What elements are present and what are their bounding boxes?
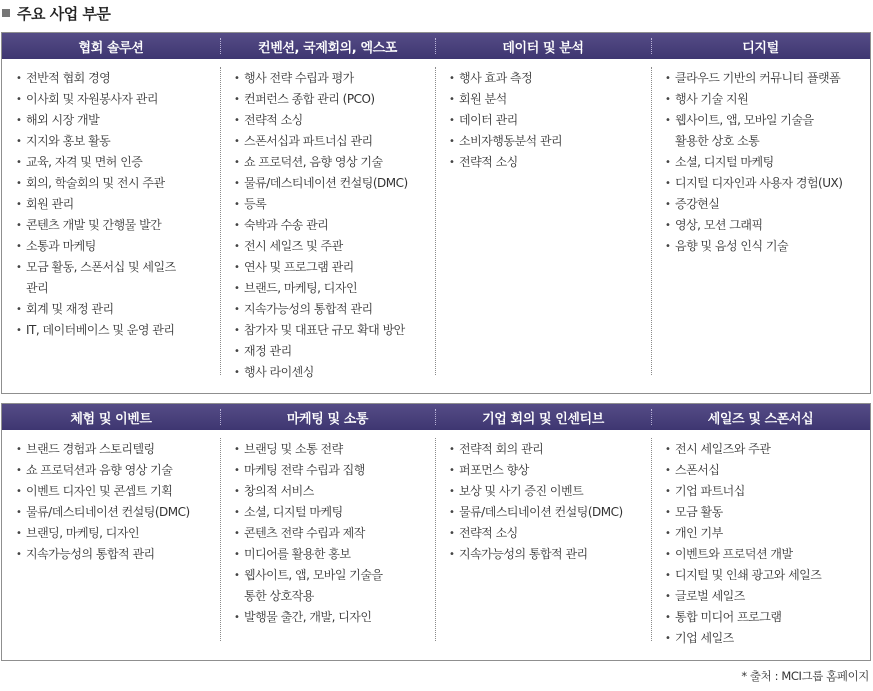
column-corporate-meetings-incentives [435,430,651,649]
header-data-analytics: 데이터 및 분석 [435,33,651,59]
panel-header-row [2,33,870,59]
list-item: • 모금 활동 [665,502,864,523]
list-item: • 콘텐츠 전략 수립과 제작 [234,523,429,544]
header-corporate-meetings-incentives: 기업 회의 및 인센티브 [435,404,651,430]
list-item: • 소비자행동분석 관리 [449,131,645,152]
list-item: • 행사 전략 수립과 평가 [234,68,429,89]
list-item [665,110,864,152]
list-item: • 전략적 소싱 [449,523,645,544]
list-item: • 영상, 모션 그래픽 [665,215,864,236]
list-item: • 물류/데스티네이션 컨설팅(DMC) [16,502,214,523]
list-item: • 디지털 디자인과 사용자 경험(UX) [665,173,864,194]
list-item: • 전략적 소싱 [449,152,645,173]
list-item: • 퍼포먼스 향상 [449,460,645,481]
list-item: • 물류/데스티네이션 컨설팅(DMC) [449,502,645,523]
list-item: • 재정 관리 [234,341,429,362]
list-item: • 숙박과 수송 관리 [234,215,429,236]
list-item: • 스폰서십과 파트너십 관리 [234,131,429,152]
panel-columns [2,430,870,649]
list-item: • 소셜, 디지털 마케팅 [665,152,864,173]
list-item: • 스폰서십 [665,460,864,481]
list-item-line: 활용한 상호 소통 [675,134,760,148]
list-item: • 컨퍼런스 종합 관리 (PCO) [234,89,429,110]
item-list [449,68,645,173]
panel-columns [2,59,870,383]
list-item: • 글로벌 세일즈 [665,586,864,607]
header-conventions: 컨벤션, 국제회의, 엑스포 [220,33,435,59]
list-item: • 기업 파트너십 [665,481,864,502]
source-note: * 출처 : MCI그룹 홈페이지 [741,669,869,683]
list-item [234,565,429,607]
list-item: • 소셜, 디지털 마케팅 [234,502,429,523]
item-list [16,68,214,341]
list-item: • 통합 미디어 프로그램 [665,607,864,628]
list-item-line: 통한 상호작용 [244,589,314,603]
column-data-analytics [435,59,651,383]
header-experience-events: 체험 및 이벤트 [70,411,152,427]
column-marketing-communication [220,430,435,649]
item-list [449,439,645,565]
list-item: • 물류/데스티네이션 컨설팅(DMC) [234,173,429,194]
list-item: • 회원 분석 [449,89,645,110]
item-list [665,439,864,649]
list-item: • 콘텐츠 개발 및 간행물 발간 [16,215,214,236]
list-item: • 보상 및 사기 증진 이벤트 [449,481,645,502]
section-title-text: 주요 사업 부문 [17,4,111,23]
list-item: • 창의적 서비스 [234,481,429,502]
list-item: • 지속가능성의 통합적 관리 [16,544,214,565]
list-item: • 소통과 마케팅 [16,236,214,257]
list-item: • 지지와 홍보 활동 [16,131,214,152]
list-item-line: • 웹사이트, 앱, 모바일 기술을 [675,113,814,127]
list-item: • 이벤트 디자인 및 콘셉트 기획 [16,481,214,502]
list-item: • 음향 및 음성 인식 기술 [665,236,864,257]
column-experience-events [2,430,220,649]
list-item-line: 관리 [26,281,49,295]
list-item: • 지속가능성의 통합적 관리 [234,299,429,320]
list-item: • 연사 및 프로그램 관리 [234,257,429,278]
list-item: • 데이터 관리 [449,110,645,131]
panel-header-row [2,404,870,430]
item-list [234,439,429,628]
list-item: • 디지털 및 인쇄 광고와 세일즈 [665,565,864,586]
list-item: • 브랜드, 마케팅, 디자인 [234,278,429,299]
column-sales-sponsorship [651,430,870,649]
header-marketing-communication: 마케팅 및 소통 [220,404,435,430]
list-item-line: • 웹사이트, 앱, 모바일 기술을 [244,568,383,582]
list-item: • 지속가능성의 통합적 관리 [449,544,645,565]
list-item: • 전반적 협회 경영 [16,68,214,89]
business-panel-top [1,32,871,394]
list-item: • 브랜딩, 마케팅, 디자인 [16,523,214,544]
list-item: • IT, 데이터베이스 및 운영 관리 [16,320,214,341]
list-item: • 행사 기술 지원 [665,89,864,110]
list-item: • 클라우드 기반의 커뮤니티 플랫폼 [665,68,864,89]
list-item: • 회계 및 재정 관리 [16,299,214,320]
business-panel-bottom [1,403,871,661]
list-item: • 쇼 프로덕션과 음향 영상 기술 [16,460,214,481]
list-item [16,257,214,299]
list-item: • 전략적 회의 관리 [449,439,645,460]
list-item: • 마케팅 전략 수립과 집행 [234,460,429,481]
column-association-solutions [2,59,220,383]
column-conventions [220,59,435,383]
item-list [16,439,214,565]
list-item: • 브랜딩 및 소통 전략 [234,439,429,460]
header-association-solutions: 협회 솔루션 [78,40,144,56]
title-bullet-square [2,9,10,17]
list-item: • 해외 시장 개발 [16,110,214,131]
list-item: • 브랜드 경험과 스토리텔링 [16,439,214,460]
list-item: • 교육, 자격 및 면허 인증 [16,152,214,173]
list-item: • 전시 세일즈와 주관 [665,439,864,460]
list-item: • 이사회 및 자원봉사자 관리 [16,89,214,110]
list-item: • 이벤트와 프로덕션 개발 [665,544,864,565]
list-item: • 회원 관리 [16,194,214,215]
header-digital: 디지털 [651,33,870,59]
item-list [665,68,864,257]
list-item: • 기업 세일즈 [665,628,864,649]
list-item: • 쇼 프로덕션, 음향 영상 기술 [234,152,429,173]
list-item: • 행사 라이센싱 [234,362,429,383]
item-list [234,68,429,383]
list-item: • 등록 [234,194,429,215]
column-digital [651,59,870,383]
list-item-line: • 모금 활동, 스폰서십 및 세일즈 [26,260,176,274]
list-item: • 전시 세일즈 및 주관 [234,236,429,257]
list-item: • 전략적 소싱 [234,110,429,131]
header-sales-sponsorship: 세일즈 및 스폰서십 [651,404,870,430]
list-item: • 회의, 학술회의 및 전시 주관 [16,173,214,194]
list-item: • 발행물 출간, 개발, 디자인 [234,607,429,628]
section-title [2,2,110,24]
list-item: • 개인 기부 [665,523,864,544]
list-item: • 증강현실 [665,194,864,215]
list-item: • 미디어를 활용한 홍보 [234,544,429,565]
list-item: • 참가자 및 대표단 규모 확대 방안 [234,320,429,341]
list-item: • 행사 효과 측정 [449,68,645,89]
